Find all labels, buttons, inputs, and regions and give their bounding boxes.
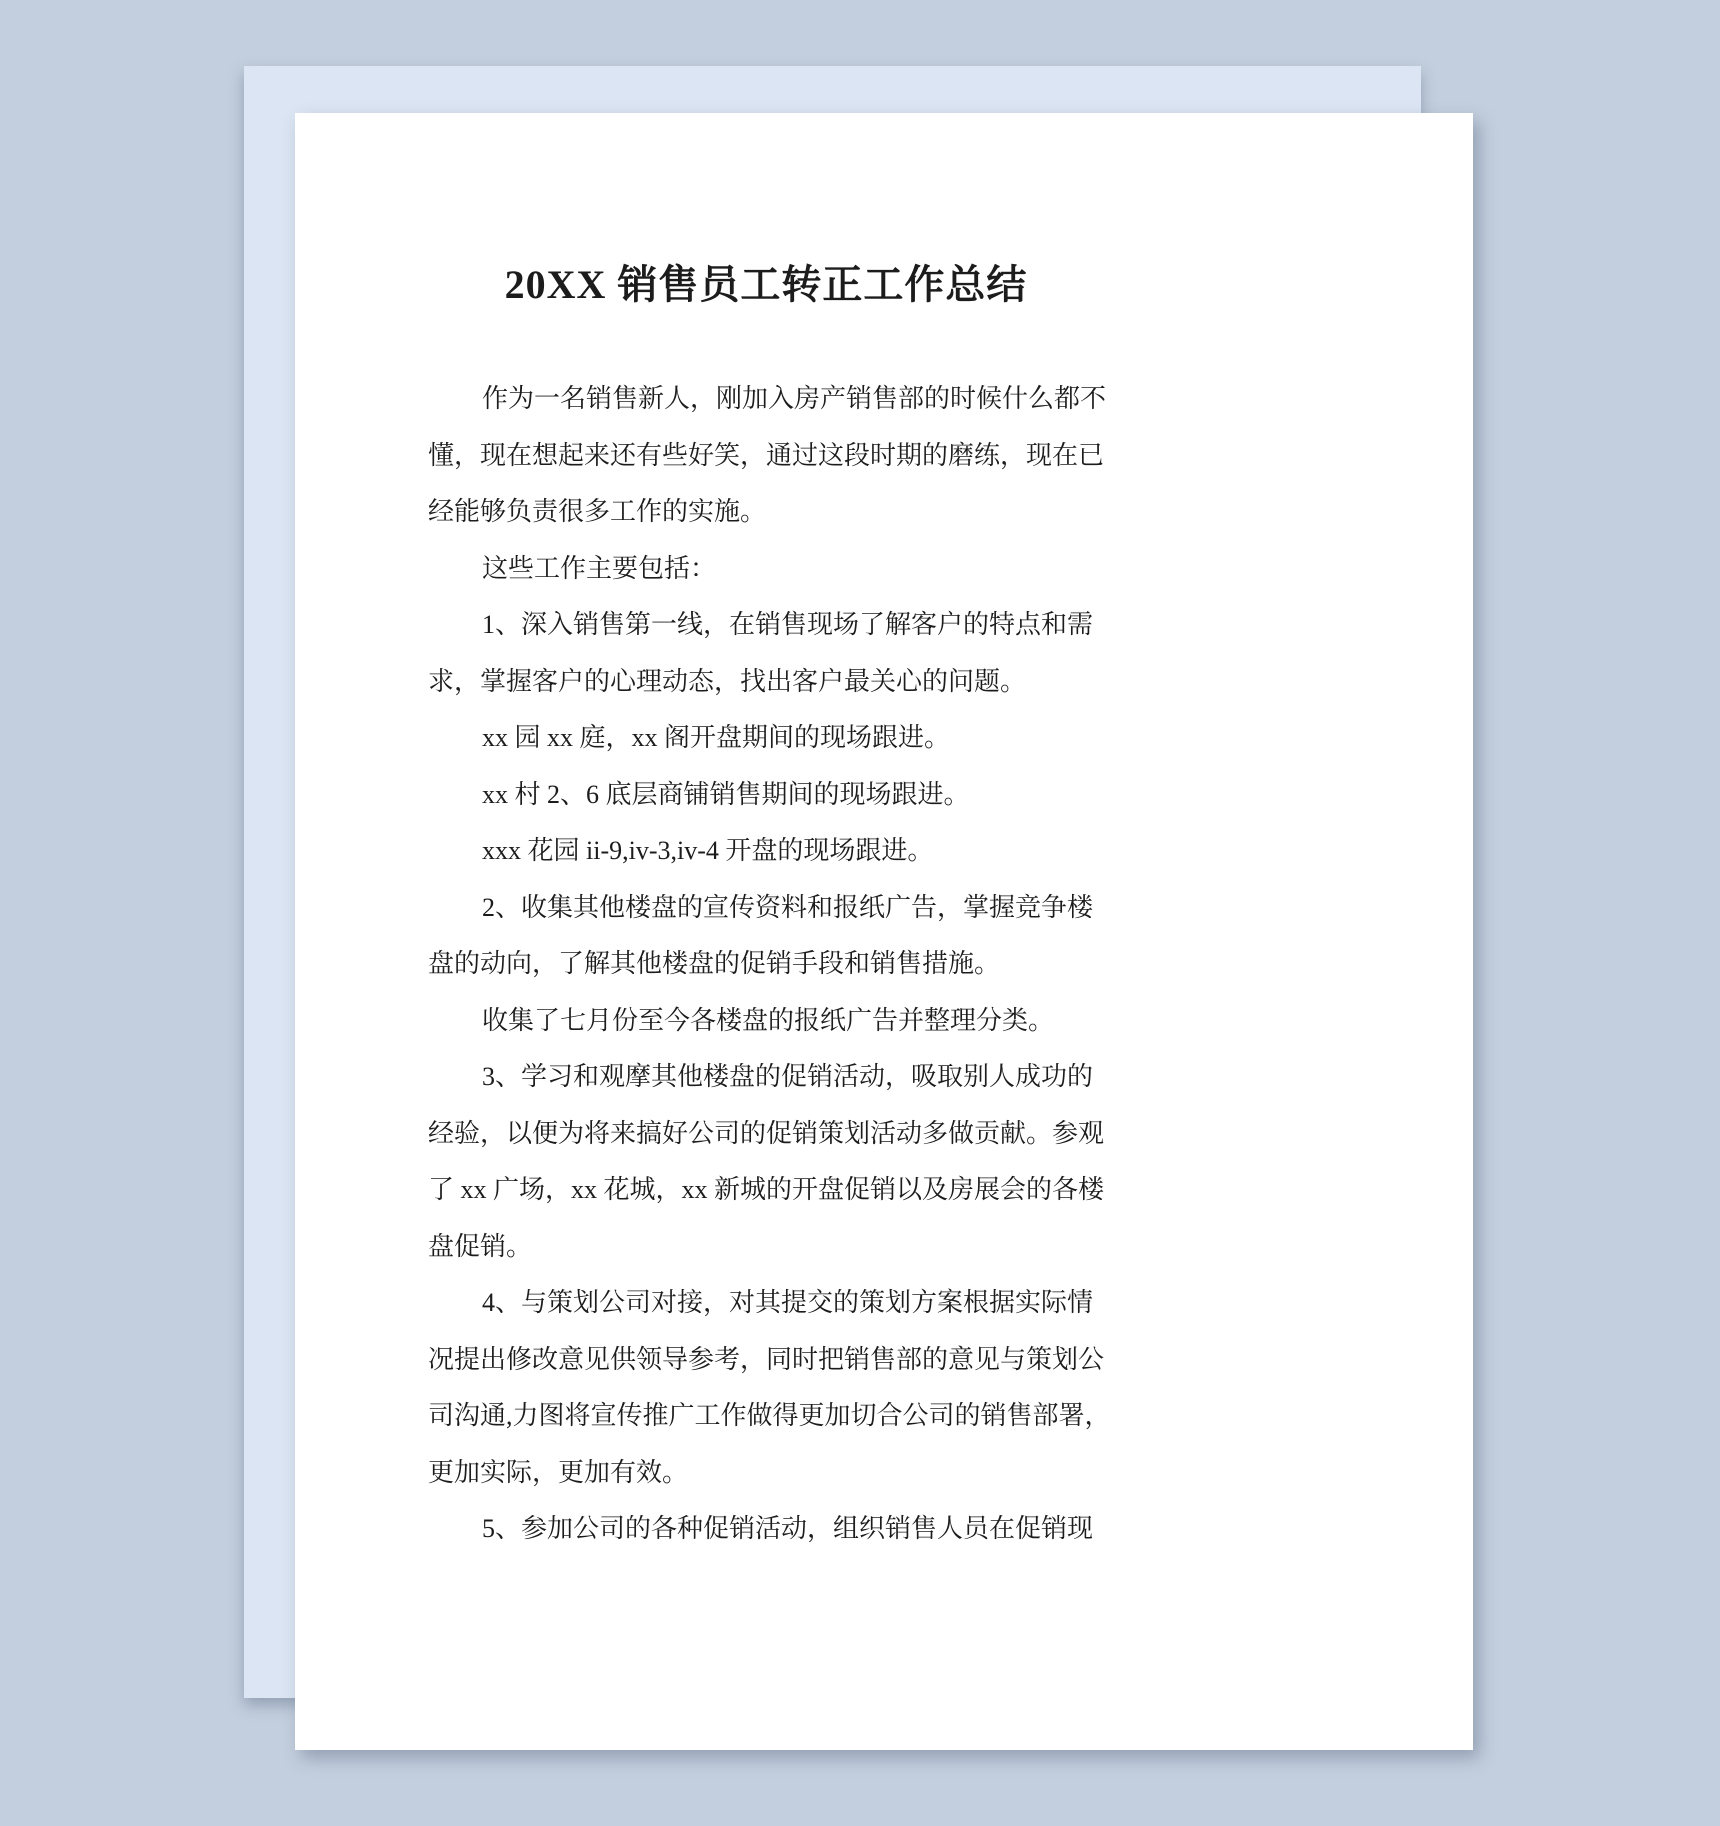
text-line: 作为一名销售新人，刚加入房产销售部的时候什么都不: [482, 384, 1107, 413]
text-line: 更加实际，更加有效。: [428, 1457, 689, 1487]
text-line: 求，掌握客户的心理动态，找出客户最关心的问题。: [428, 666, 1027, 696]
document-title: 20XX 销售员工转正工作总结: [504, 262, 1028, 307]
text-line: 懂，现在想起来还有些好笑，通过这段时期的磨练，现在已: [428, 440, 1105, 470]
text-line: 这些工作主要包括：: [482, 553, 717, 583]
body-text: [428, 371, 1111, 1558]
document-page: [295, 113, 1473, 1750]
text-line: xx 园 xx 庭，xx 阁开盘期间的现场跟进。: [482, 723, 951, 752]
text-line: 况提出修改意见供领导参考，同时把销售部的意见与策划公: [428, 1344, 1105, 1374]
text-line: 4、与策划公司对接，对其提交的策划方案根据实际情: [482, 1288, 1094, 1317]
text-line: xx 村 2、6 底层商铺销售期间的现场跟进。: [482, 779, 970, 809]
text-line: 经验，以便为将来搞好公司的促销策划活动多做贡献。参观: [428, 1118, 1105, 1148]
text-line: 5、参加公司的各种促销活动，组织销售人员在促销现: [482, 1514, 1094, 1543]
text-line: 经能够负责很多工作的实施。: [428, 497, 767, 526]
text-line: 3、学习和观摩其他楼盘的促销活动，吸取别人成功的: [482, 1062, 1094, 1091]
text-line: 盘促销。: [428, 1231, 533, 1261]
text-line: xxx 花园 ii-9,iv-3,iv-4 开盘的现场跟进。: [482, 836, 934, 865]
text-line: 盘的动向，了解其他楼盘的促销手段和销售措施。: [428, 949, 1001, 978]
document-content: [428, 262, 1111, 1558]
text-line: 了 xx 广场，xx 花城，xx 新城的开盘促销以及房展会的各楼: [428, 1175, 1105, 1204]
text-line: 司沟通,力图将宣传推广工作做得更加切合公司的销售部署，: [428, 1401, 1111, 1430]
text-line: 1、深入销售第一线，在销售现场了解客户的特点和需: [482, 610, 1094, 639]
text-line: 收集了七月份至今各楼盘的报纸广告并整理分类。: [482, 1005, 1055, 1035]
text-line: 2、收集其他楼盘的宣传资料和报纸广告，掌握竞争楼: [482, 892, 1094, 922]
